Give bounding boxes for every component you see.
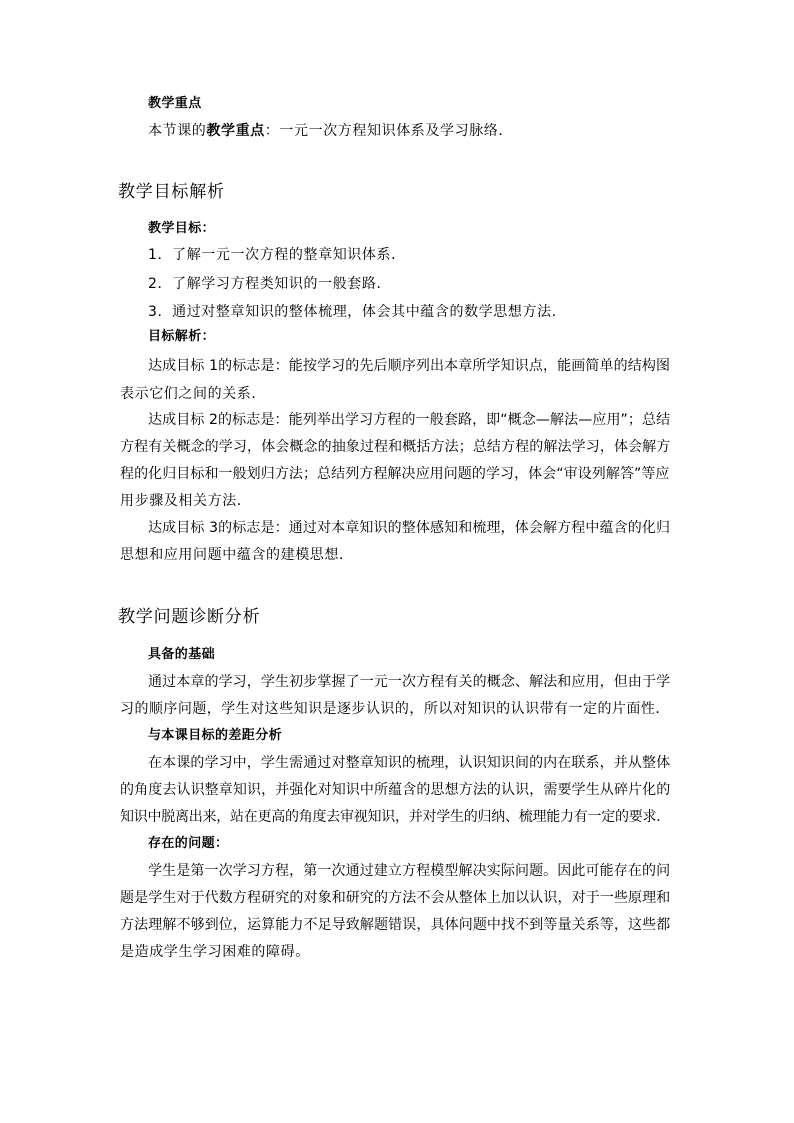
analysis-line: 方程有关概念的学习，体会概念的抽象过程和概括方法；总结方程的解法学习，体会解方 xyxy=(120,439,671,455)
focus-body-bold: 教学重点 xyxy=(206,123,265,139)
analysis-label: 目标解析： xyxy=(148,329,216,344)
gap-line: 的角度去认识整章知识，并强化对知识中所蕴含的思想方法的认识，需要学生从碎片化的 xyxy=(120,782,671,798)
problems-label: 存在的问题： xyxy=(148,836,229,851)
problems-line: 学生是第一次学习方程，第一次通过建立方程模型解决实际问题。因此可能存在的问 xyxy=(148,863,671,879)
analysis-line: 程的化归目标和一般划归方法；总结列方程解决应用问题的学习，体会“审设列解答”等应 xyxy=(120,466,670,482)
goals-section-title: 教学目标解析 xyxy=(118,182,225,202)
gap-line: 知识中脱离出来，站在更高的角度去审视知识，并对学生的归纳、梳理能力有一定的要求． xyxy=(120,809,670,825)
focus-body xyxy=(148,121,513,141)
foundation-label: 具备的基础 xyxy=(148,647,216,662)
analysis-line: 达成目标 1的标志是：能按学习的先后顺序列出本章所学知识点，能画简单的结构图 xyxy=(148,358,671,374)
gap-label: 与本课目标的差距分析 xyxy=(148,728,283,743)
goals-label: 教学目标： xyxy=(148,221,216,236)
problems-line: 方法理解不够到位，运算能力不足导致解题错误，具体问题中找不到等量关系等，这些都 xyxy=(120,917,671,933)
foundation-line: 通过本章的学习，学生初步掌握了一元一次方程有关的概念、解法和应用，但由于学 xyxy=(148,674,671,690)
goal-item: 2．了解学习方程类知识的一般套路． xyxy=(148,276,392,292)
analysis-line: 表示它们之间的关系． xyxy=(120,386,266,402)
foundation-line: 习的顺序问题，学生对这些知识是逐步认识的，所以对知识的认识带有一定的片面性． xyxy=(120,701,670,717)
problems-line: 是造成学生学习困难的障碍。 xyxy=(120,944,310,960)
problems-line: 题是学生对于代数方程研究的对象和研究的方法不会从整体上加以认识，对于一些原理和 xyxy=(120,890,671,906)
analysis-line: 达成目标 2的标志是：能列举出学习方程的一般套路，即“概念—解法—应用”；总结 xyxy=(148,412,671,428)
gap-line: 在本课的学习中，学生需通过对整章知识的梳理，认识知识间的内在联系，并从整体 xyxy=(148,755,671,771)
goal-item: 1．了解一元一次方程的整章知识体系． xyxy=(148,247,406,263)
focus-body-prefix: 本节课的 xyxy=(148,123,207,139)
goal-item: 3．通过对整章知识的整体梳理，体会其中蕴含的数学思想方法． xyxy=(148,304,567,320)
focus-body-suffix: ：一元一次方程知识体系及学习脉络． xyxy=(264,123,514,139)
diagnosis-section-title: 教学问题诊断分析 xyxy=(118,607,261,627)
analysis-line: 达成目标 3的标志是：通过对本章知识的整体感知和梳理，体会解方程中蕴含的化归 xyxy=(148,520,671,536)
analysis-line: 用步骤及相关方法． xyxy=(120,493,252,509)
analysis-line: 思想和应用问题中蕴含的建模思想． xyxy=(120,547,354,563)
focus-heading: 教学重点 xyxy=(148,96,202,111)
